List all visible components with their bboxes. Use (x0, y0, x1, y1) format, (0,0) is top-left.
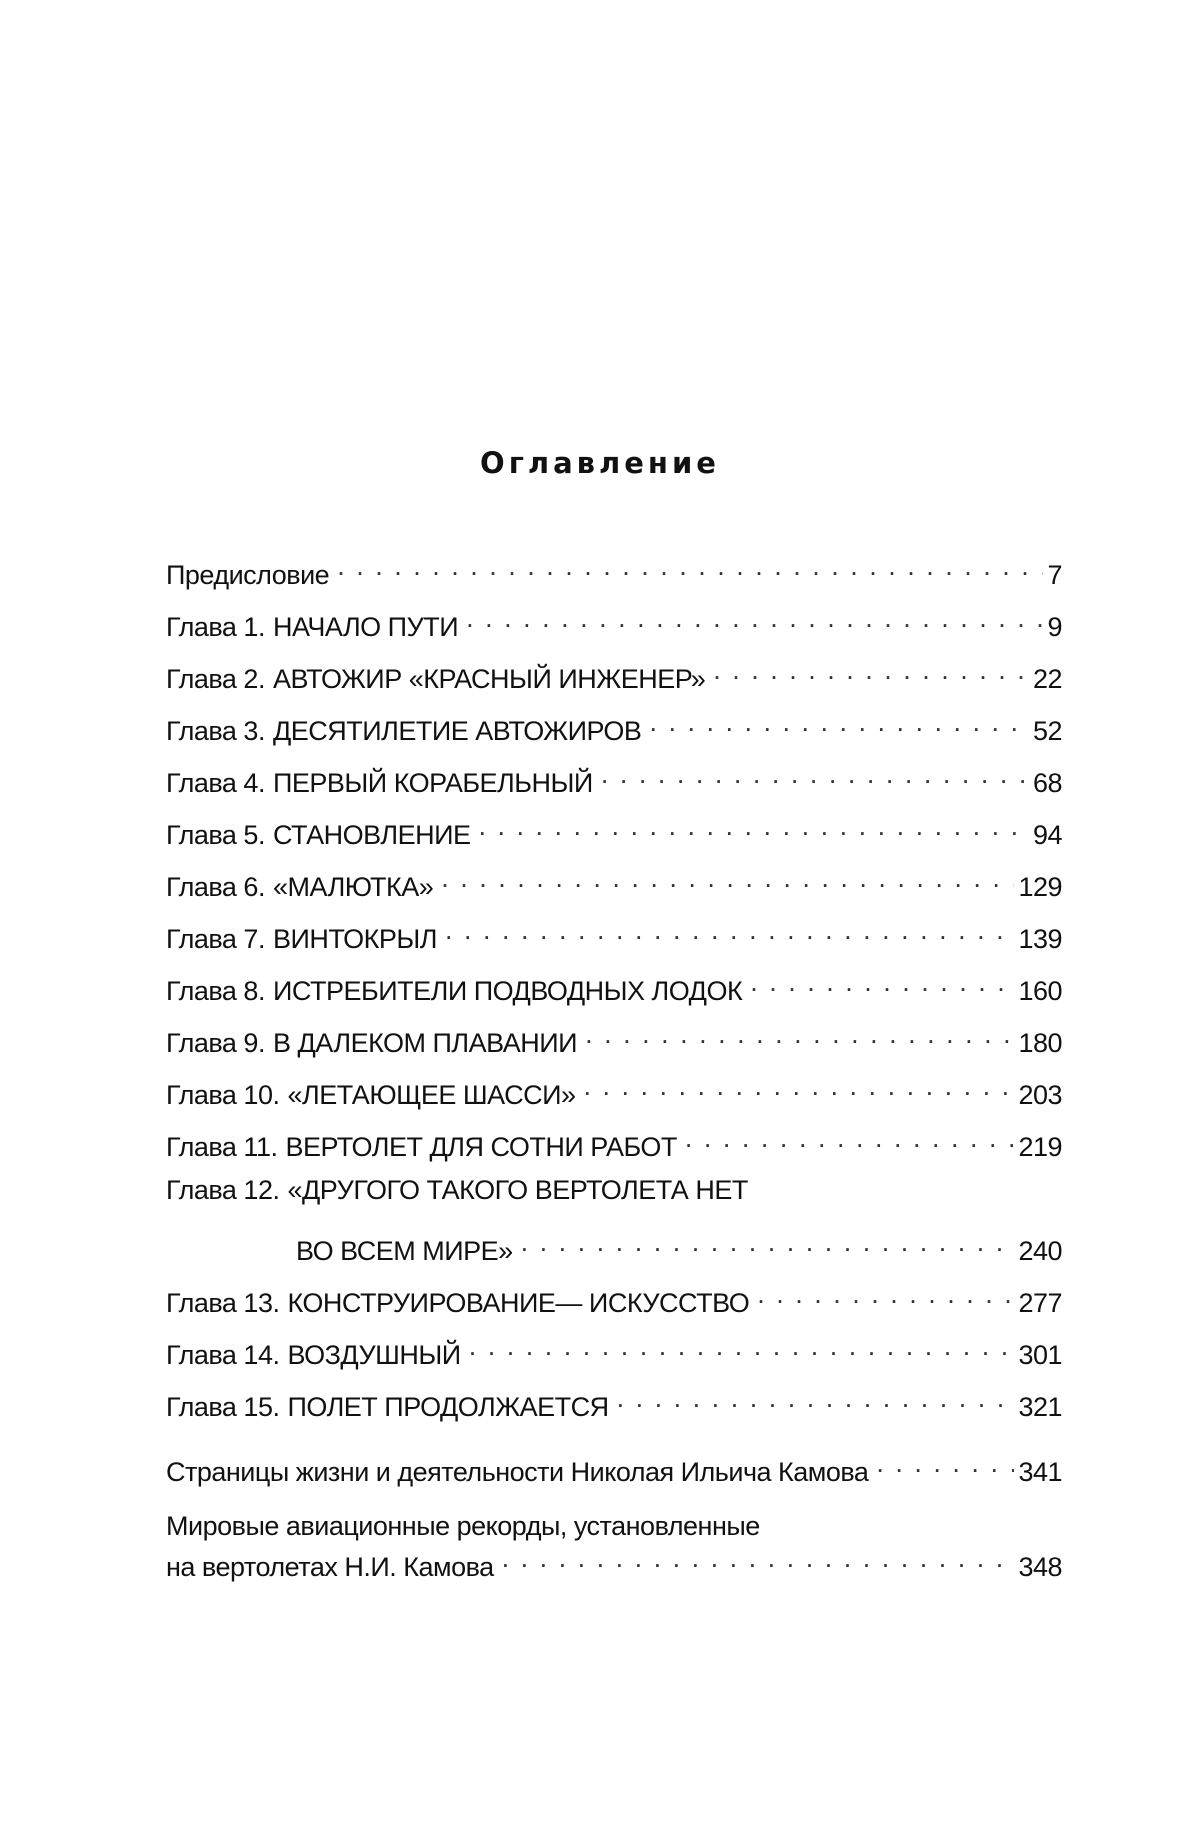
toc-entry-page: 301 (1018, 1340, 1062, 1370)
toc-entry-title: КОНСТРУИРОВАНИЕ— ИСКУССТВО (287, 1288, 750, 1318)
dot-leader (581, 1016, 1014, 1052)
toc-entry-title: СТАНОВЛЕНИЕ (272, 820, 471, 850)
dot-leader (333, 548, 1043, 584)
dot-leader (580, 1068, 1015, 1104)
toc-entry-page: 68 (1032, 768, 1062, 798)
toc-entry-page: 160 (1018, 976, 1062, 1006)
toc-entry[interactable] (166, 704, 1062, 746)
toc-entry-title: НАЧАЛО ПУТИ (272, 612, 459, 642)
appendix-entry-title: Страницы жизни и деятельности Николая Ильича Камова (166, 1457, 869, 1487)
toc-entry[interactable] (166, 860, 1062, 902)
toc-entry-chapter: Глава 6. (166, 872, 265, 902)
toc-entry-title: «ДРУГОГО ТАКОГО ВЕРТОЛЕТА НЕТ (287, 1175, 748, 1205)
appendix-entry-title[interactable]: Мировые авиационные рекорды, установленные (166, 1511, 760, 1541)
toc-entry-page: 277 (1018, 1288, 1062, 1318)
toc-entry-chapter: Глава 12. (166, 1175, 280, 1205)
dot-leader (872, 1445, 1014, 1481)
toc-entry-page: 180 (1018, 1028, 1062, 1058)
toc-entry[interactable] (166, 808, 1062, 850)
dot-leader (709, 652, 1029, 688)
toc-entry-page: 7 (1047, 560, 1062, 590)
toc-heading: Оглавление (480, 446, 720, 480)
dot-leader (498, 1540, 1015, 1576)
toc-entry-title: ВЕРТОЛЕТ ДЛЯ СОТНИ РАБОТ (285, 1132, 677, 1162)
toc-entry-page: 203 (1018, 1080, 1062, 1110)
toc-entry[interactable] (166, 1172, 1062, 1208)
dot-leader (441, 912, 1014, 948)
toc-entry[interactable] (166, 1068, 1062, 1110)
toc-entry-continuation[interactable] (166, 1224, 1062, 1266)
toc-entry[interactable] (166, 1120, 1062, 1162)
appendix-entry-page: 348 (1018, 1552, 1062, 1582)
toc-entry[interactable] (166, 600, 1062, 642)
toc-entry-chapter: Глава 15. (166, 1392, 280, 1422)
toc-entry-title: ВОЗДУШНЫЙ (287, 1340, 461, 1370)
toc-entry-title-cont: ВО ВСЕМ МИРЕ» (296, 1236, 513, 1266)
toc-entry-chapter: Глава 1. (166, 612, 265, 642)
toc-entry-chapter: Глава 7. (166, 924, 265, 954)
toc-entry-chapter: Глава 10. (166, 1080, 280, 1110)
appendix-entry[interactable] (166, 1540, 1062, 1582)
toc-entry-page: 139 (1018, 924, 1062, 954)
dot-leader (753, 1276, 1014, 1312)
toc-entry[interactable] (166, 548, 1062, 590)
toc-entry-chapter: Глава 2. (166, 664, 265, 694)
dot-leader (465, 1328, 1015, 1364)
toc-entry-page: 22 (1032, 664, 1062, 694)
toc-entry-page: 321 (1018, 1392, 1062, 1422)
appendix-entry-page: 341 (1018, 1457, 1062, 1487)
toc-entry[interactable] (166, 652, 1062, 694)
dot-leader (517, 1224, 1015, 1260)
toc-entry-title: ПЕРВЫЙ КОРАБЕЛЬНЫЙ (272, 768, 593, 798)
toc-entry-chapter: Глава 5. (166, 820, 265, 850)
toc-entry-title: Предисловие (166, 560, 330, 590)
dot-leader (645, 704, 1029, 740)
toc-entry-title: «ЛЕТАЮЩЕЕ ШАССИ» (287, 1080, 576, 1110)
toc-entry-title: ИСТРЕБИТЕЛИ ПОДВОДНЫХ ЛОДОК (272, 976, 743, 1006)
dot-leader (597, 756, 1029, 792)
toc-entry-page: 52 (1032, 716, 1062, 746)
toc-entry-chapter: Глава 11. (166, 1132, 278, 1162)
toc-entry-page: 9 (1047, 612, 1062, 642)
dot-leader (437, 860, 1014, 896)
toc-entry-chapter: Глава 13. (166, 1288, 280, 1318)
toc-entry[interactable] (166, 1016, 1062, 1058)
toc-entry-title: В ДАЛЕКОМ ПЛАВАНИИ (272, 1028, 578, 1058)
dot-leader (681, 1120, 1015, 1156)
toc-entry[interactable] (166, 964, 1062, 1006)
toc-entry-chapter: Глава 14. (166, 1340, 280, 1370)
toc-entry-page: 219 (1018, 1132, 1062, 1162)
toc-entry[interactable] (166, 1276, 1062, 1318)
toc-entry[interactable] (166, 1328, 1062, 1370)
toc-entry-title: АВТОЖИР «КРАСНЫЙ ИНЖЕНЕР» (272, 664, 706, 694)
toc-entry-title: «МАЛЮТКА» (272, 872, 434, 902)
dot-leader (475, 808, 1029, 844)
toc-entry-title: ДЕСЯТИЛЕТИЕ АВТОЖИРОВ (272, 716, 642, 746)
toc-entry-title: ПОЛЕТ ПРОДОЛЖАЕТСЯ (287, 1392, 609, 1422)
dot-leader (613, 1380, 1015, 1416)
dot-leader (462, 600, 1043, 636)
appendix-entry-title-cont: на вертолетах Н.И. Камова (166, 1552, 494, 1582)
toc-entry-chapter: Глава 9. (166, 1028, 265, 1058)
toc-entry[interactable] (166, 912, 1062, 954)
toc-entry[interactable] (166, 1380, 1062, 1422)
dot-leader (746, 964, 1014, 1000)
toc-entry-title: ВИНТОКРЫЛ (272, 924, 438, 954)
appendix-entry[interactable] (166, 1445, 1062, 1487)
toc-entry-chapter: Глава 8. (166, 976, 265, 1006)
toc-entry[interactable] (166, 756, 1062, 798)
toc-entry-page: 240 (1018, 1236, 1062, 1266)
toc-entry-chapter: Глава 3. (166, 716, 265, 746)
toc-entry-page: 94 (1032, 820, 1062, 850)
toc-entry-chapter: Глава 4. (166, 768, 265, 798)
toc-entry-page: 129 (1018, 872, 1062, 902)
